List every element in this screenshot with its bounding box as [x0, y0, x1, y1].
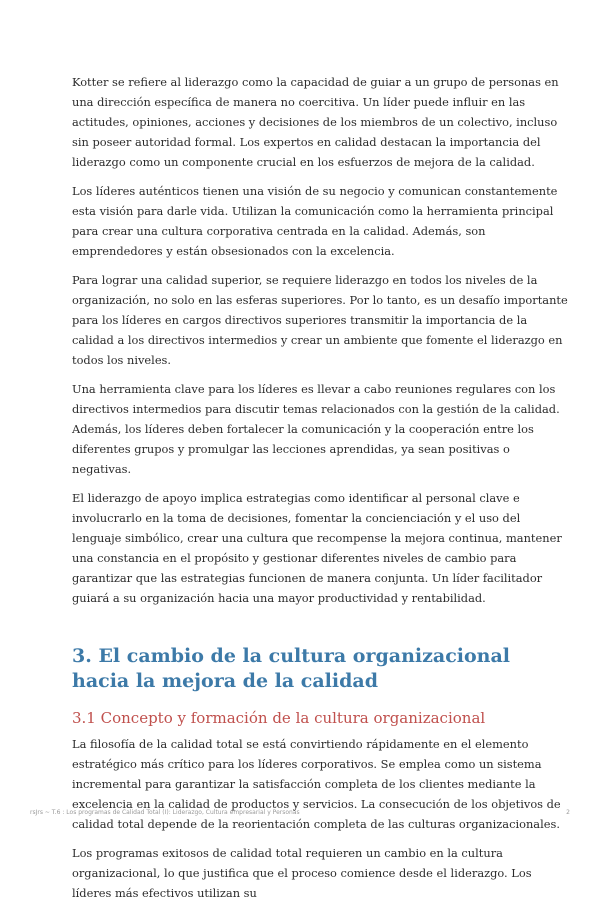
- body-paragraph: La filosofía de la calidad total se está convirtiendo rápidamente en el elemento estratégico más crítico para los líderes corporativos. Se emplea como un sistema incremental para garantizar la satisfacción completa de los clientes mediante la excelencia en la calidad de productos y servicios. La consecución de los objetivos de calidad total depende de la reorientación completa de las culturas organizacionales.: [72, 737, 561, 831]
- page-number: 2: [566, 809, 570, 816]
- section-heading: 3. El cambio de la cultura organizacional hacia la mejora de la calidad: [72, 645, 511, 692]
- body-paragraph: El liderazgo de apoyo implica estrategias como identificar al personal clave e involucrarlo en la toma de decisiones, fomentar la concienciación y el uso del lenguaje simbólico, crear una cultura que recompense la mejora continua, mantener una constancia en el propósito y gestionar diferentes niveles de cambio para garantizar que las estrategias funcionen de manera conjunta. Un líder facilitador guiará a su organización hacia una mayor productividad y rentabilidad.: [72, 491, 562, 605]
- body-paragraph: Kotter se refiere al liderazgo como la capacidad de guiar a un grupo de personas en una dirección específica de manera no coercitiva. Un líder puede influir en las actitudes, opiniones, acciones y decisiones de los miembros de un colectivo, incluso sin poseer autoridad formal. Los expertos en calidad destacan la importancia del liderazgo como un componente crucial en los esfuerzos de mejora de la calidad.: [72, 75, 559, 169]
- document-body: [72, 72, 572, 912]
- body-paragraph: Para lograr una calidad superior, se requiere liderazgo en todos los niveles de la organización, no solo en las esferas superiores. Por lo tanto, es un desafío importante para los líderes en cargos directivos superiores transmitir la importancia de la calidad a los directivos intermedios y crear un ambiente que fomente el liderazgo en todos los niveles.: [72, 273, 568, 367]
- subsection-heading: 3.1 Concepto y formación de la cultura organizacional: [72, 709, 486, 727]
- body-paragraph: Los programas exitosos de calidad total requieren un cambio en la cultura organizacional, lo que justifica que el proceso comience desde el liderazgo. Los líderes más efectivos utilizan su: [72, 846, 532, 900]
- page-footer-text: rsJrs ~ T.6 : Los programas de Calidad Total (I): Liderazgo, Cultura empresarial y Personas: [30, 809, 300, 816]
- body-paragraph: Los líderes auténticos tienen una visión de su negocio y comunican constantemente esta visión para darle vida. Utilizan la comunicación como la herramienta principal para crear una cultura corporativa centrada en la calidad. Además, son emprendedores y están obsesionados con la excelencia.: [72, 184, 558, 258]
- body-paragraph: Una herramienta clave para los líderes es llevar a cabo reuniones regulares con los directivos intermedios para discutir temas relacionados con la gestión de la calidad. Además, los líderes deben fortalecer la comunicación y la cooperación entre los diferentes grupos y promulgar las lecciones aprendidas, ya sean positivas o negativas.: [72, 382, 560, 476]
